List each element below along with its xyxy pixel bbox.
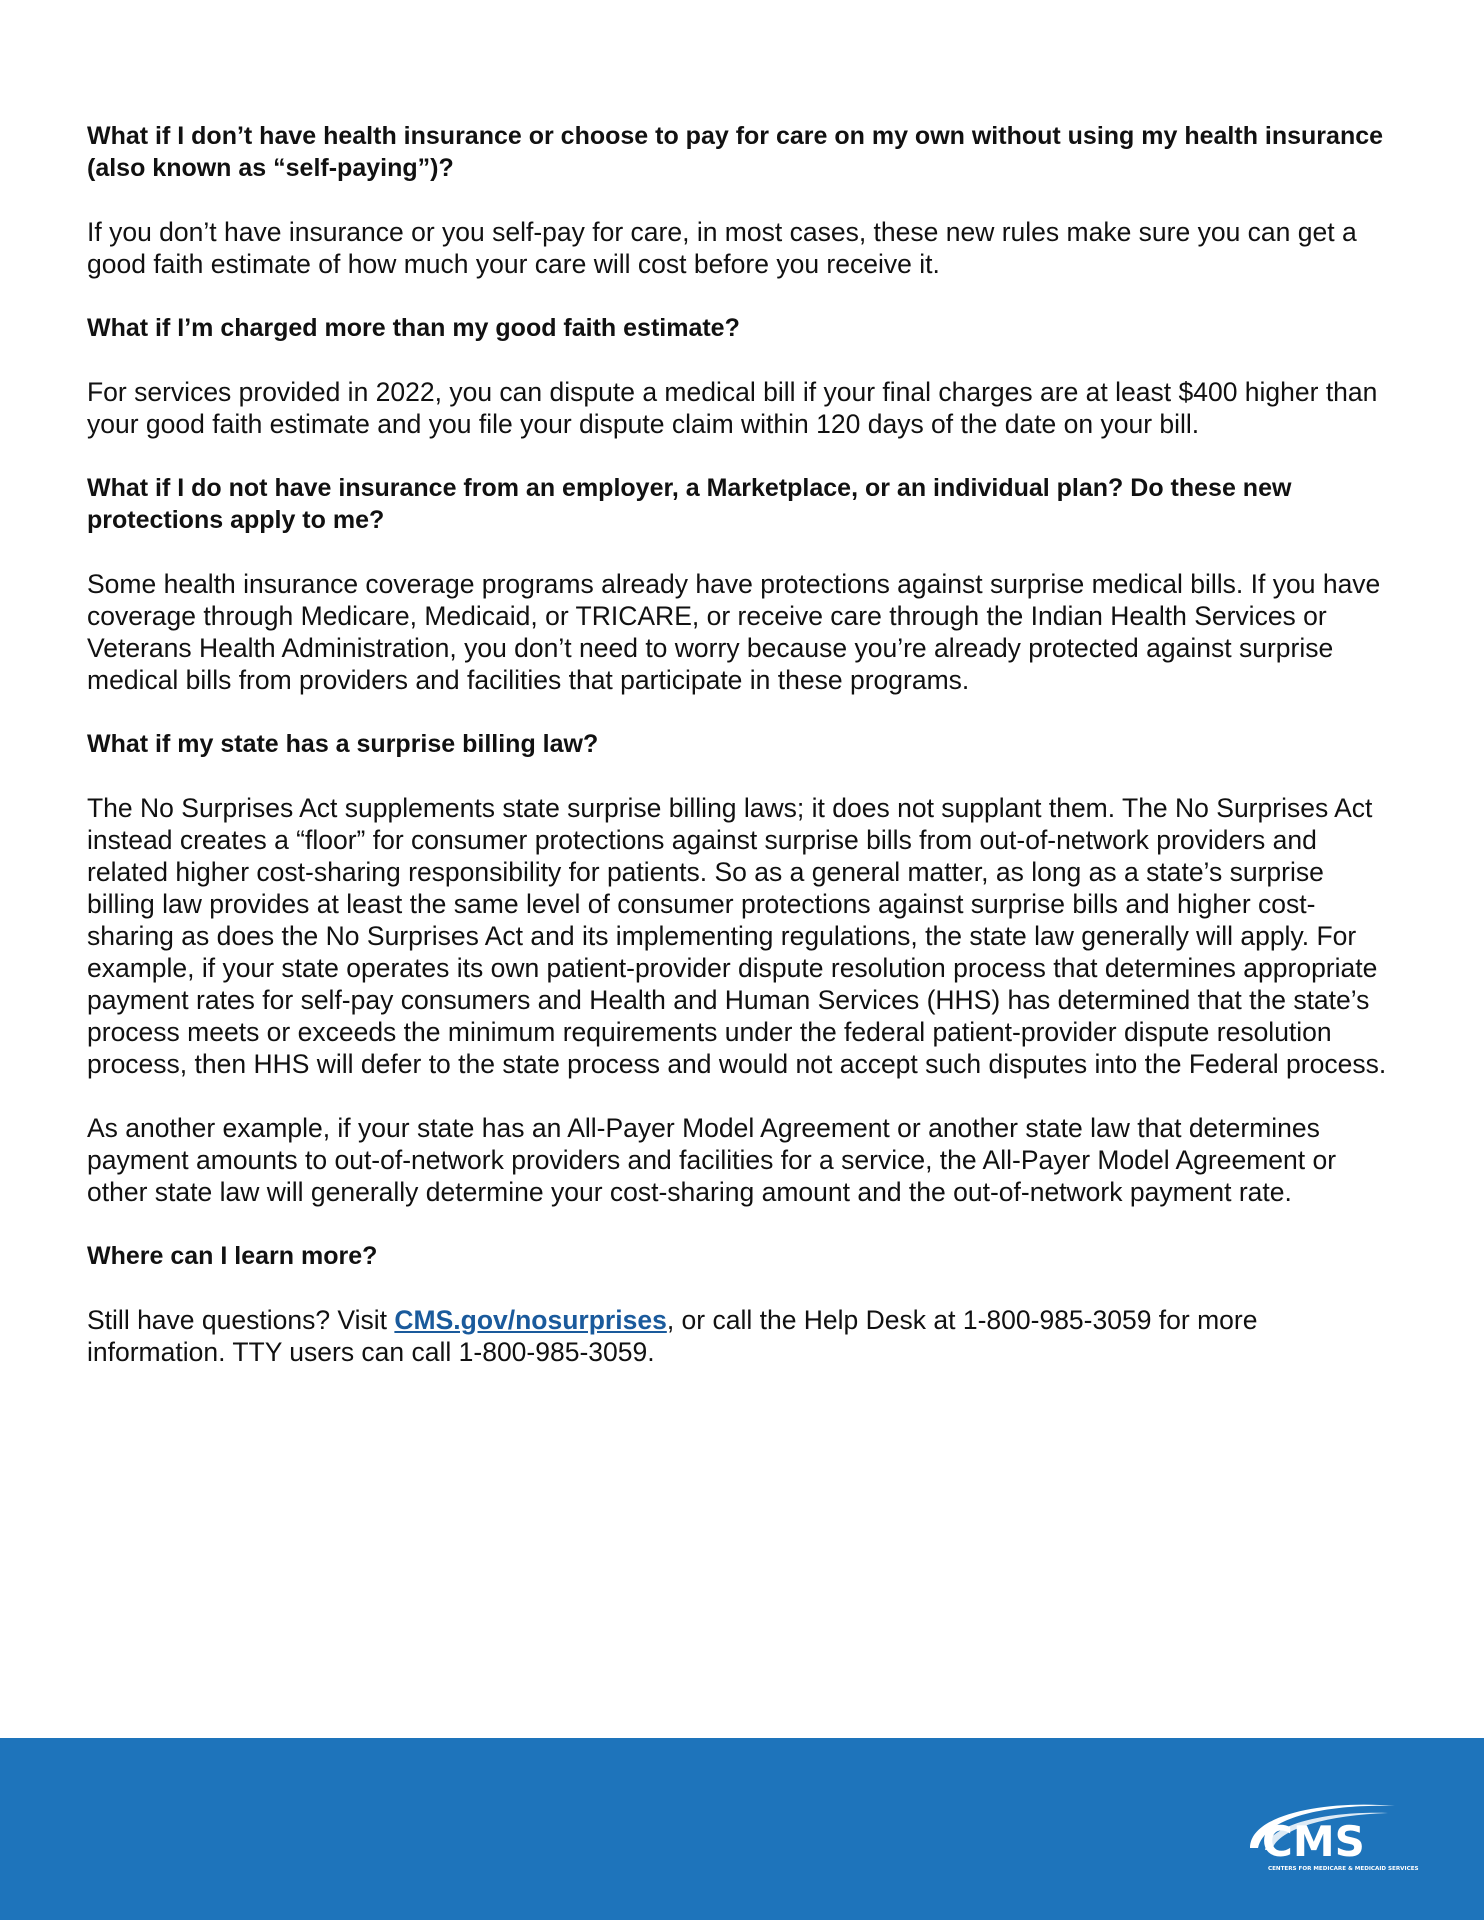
answer-paragraph: For services provided in 2022, you can dispute a medical bill if your final charges are at least $400 higher than your good faith estimate and you file your dispute claim within 120 days of the date on your bill. bbox=[87, 377, 1378, 439]
cms-nosurprises-link[interactable]: CMS.gov/nosurprises bbox=[394, 1305, 667, 1335]
faq-section-other-coverage bbox=[87, 472, 1397, 696]
footer-band bbox=[0, 1738, 1484, 1920]
learn-more-text-after: , or call the Help Desk at 1-800-985-3059 for more information. TTY users can call 1-800-985-3059. bbox=[87, 1305, 1258, 1367]
answer-paragraph: As another example, if your state has an All-Payer Model Agreement or another state law that determines payment amounts to out-of-network providers and facilities for a service, the All-Payer Model Agreement or other state law will generally determine your cost-sharing amount and the out-of-network payment rate. bbox=[87, 1113, 1337, 1207]
answer-paragraph: If you don’t have insurance or you self-pay for care, in most cases, these new rules make sure you can get a good faith estimate of how much your care will cost before you receive it. bbox=[87, 217, 1357, 279]
faq-section-charged-more bbox=[87, 312, 1397, 440]
cms-logo-tagline: CENTERS FOR MEDICARE & MEDICAID SERVICES bbox=[1268, 1866, 1419, 1872]
learn-more-paragraph bbox=[87, 1304, 1397, 1368]
question-heading: What if I’m charged more than my good faith estimate? bbox=[87, 314, 740, 342]
learn-more-text-before: Still have questions? Visit bbox=[87, 1305, 395, 1335]
cms-logo bbox=[1220, 1798, 1420, 1878]
question-heading: What if my state has a surprise billing law? bbox=[87, 730, 599, 758]
document-body bbox=[87, 120, 1397, 1400]
cms-logo-wordmark: CMS bbox=[1262, 1817, 1365, 1866]
faq-section-state-law bbox=[87, 728, 1397, 1208]
question-heading: What if I don’t have health insurance or choose to pay for care on my own without using my health insurance (also known as “self-paying”)? bbox=[87, 122, 1384, 182]
answer-paragraph: Some health insurance coverage programs already have protections against surprise medical bills. If you have coverage through Medicare, Medicaid, or TRICARE, or receive care through the Indian Health Services or Veterans Health Administration, you don’t need to worry because you’re already protected against surprise medical bills from providers and facilities that participate in these programs. bbox=[87, 569, 1381, 695]
answer-paragraph: The No Surprises Act supplements state surprise billing laws; it does not supplant them. The No Surprises Act instead creates a “floor” for consumer protections against surprise bills from out-of-network providers and related higher cost-sharing responsibility for patients. So as a general matter, as long as a state’s surprise billing law provides at least the same level of consumer protections against surprise bills and higher cost-sharing as does the No Surprises Act and its implementing regulations, the state law generally will apply. For example, if your state operates its own patient-provider dispute resolution process that determines appropriate payment rates for self-pay consumers and Health and Human Services (HHS) has determined that the state’s process meets or exceeds the minimum requirements under the federal patient-provider dispute resolution process, then HHS will defer to the state process and would not accept such disputes into the Federal process. bbox=[87, 793, 1387, 1079]
faq-section-self-pay bbox=[87, 120, 1397, 280]
question-heading: What if I do not have insurance from an employer, a Marketplace, or an individual plan? Do these new protections apply to me? bbox=[87, 474, 1292, 534]
faq-section-learn-more bbox=[87, 1240, 1397, 1368]
question-heading: Where can I learn more? bbox=[87, 1242, 378, 1270]
